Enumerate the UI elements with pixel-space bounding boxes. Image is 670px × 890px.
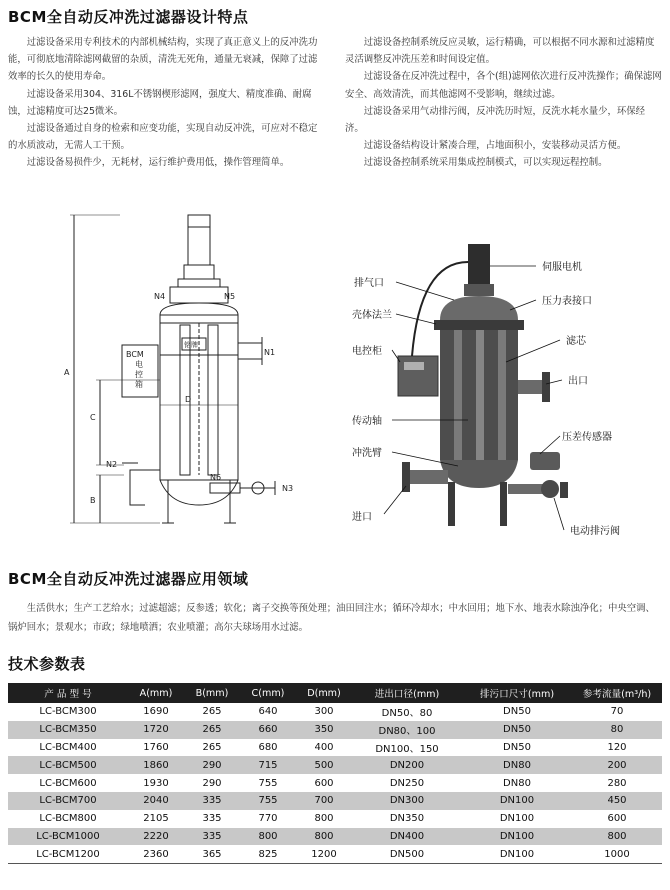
flush-arm-label: 冲洗臂 — [352, 448, 382, 459]
cell-d: 300 — [296, 703, 352, 721]
table-header-row — [8, 683, 662, 703]
cell-inlet-outlet: DN400 — [352, 828, 462, 846]
table-row — [8, 828, 662, 846]
feature-paragraph: 过滤设备采用专利技术的内部机械结构，实现了真正意义上的反冲洗功能，可彻底地清除滤网截留的杂质，清洗无死角，通量无衰减，保障了过滤效率的长久的使用寿命。 — [8, 37, 318, 83]
feature-paragraph: 过滤设备通过自身的检索和应变功能，实现自动反冲洗，可应对不稳定的水质波动，无需人工干预。 — [8, 123, 318, 152]
cell-a: 1690 — [128, 703, 184, 721]
cell-a: 1720 — [128, 721, 184, 739]
table-row — [8, 739, 662, 757]
cell-d: 700 — [296, 792, 352, 810]
cell-a: 2040 — [128, 792, 184, 810]
cell-b: 335 — [184, 810, 240, 828]
cell-drain: DN50 — [462, 721, 572, 739]
cell-model: LC-BCM700 — [8, 792, 128, 810]
table-row — [8, 703, 662, 721]
cell-c: 640 — [240, 703, 296, 721]
dim-c-label: C — [90, 413, 96, 422]
header-inlet-outlet: 进出口径(mm) — [352, 683, 462, 703]
cell-drain: DN50 — [462, 739, 572, 757]
cell-model: LC-BCM500 — [8, 756, 128, 774]
n4-label: N4 — [154, 292, 166, 301]
cell-b: 335 — [184, 792, 240, 810]
drive-shaft-label: 传动轴 — [352, 416, 382, 427]
cell-b: 290 — [184, 774, 240, 792]
drain-valve-label: 电动排污阀 — [570, 526, 620, 537]
header-model: 产 品 型 号 — [8, 683, 128, 703]
cell-flow: 70 — [572, 703, 662, 721]
cell-inlet-outlet: DN250 — [352, 774, 462, 792]
header-b: B(mm) — [184, 683, 240, 703]
cell-a: 2105 — [128, 810, 184, 828]
cell-drain: DN80 — [462, 774, 572, 792]
control-box-line-2: 电 — [135, 360, 143, 369]
cell-inlet-outlet: DN80、100 — [352, 721, 462, 739]
n6-label: N6 — [210, 473, 222, 482]
cell-c: 770 — [240, 810, 296, 828]
header-drain-size: 排污口尺寸(mm) — [462, 683, 572, 703]
cell-flow: 120 — [572, 739, 662, 757]
design-features-title: BCM全自动反冲洗过滤器设计特点 — [8, 8, 249, 26]
cell-a: 1760 — [128, 739, 184, 757]
cell-c: 825 — [240, 845, 296, 863]
control-cabinet-label: 电控柜 — [352, 346, 382, 357]
cell-inlet-outlet: DN500 — [352, 845, 462, 863]
table-row — [8, 774, 662, 792]
vent-label: 排气口 — [354, 278, 384, 289]
design-features-left-column — [8, 34, 324, 172]
cell-d: 800 — [296, 828, 352, 846]
cell-drain: DN100 — [462, 810, 572, 828]
feature-paragraph: 过滤设备易损件少，无耗材，运行维护费用低，操作管理简单。 — [26, 157, 290, 169]
nameplate-label: 铭牌 — [184, 341, 198, 349]
cell-flow: 80 — [572, 721, 662, 739]
inlet-label: 进口 — [352, 512, 372, 523]
applications-title: BCM全自动反冲洗过滤器应用领域 — [8, 570, 249, 588]
cell-inlet-outlet: DN100、150 — [352, 739, 462, 757]
cell-b: 265 — [184, 721, 240, 739]
dim-d-label: D — [185, 395, 192, 404]
n2-label: N2 — [106, 460, 118, 469]
cell-model: LC-BCM1200 — [8, 845, 128, 863]
cell-d: 500 — [296, 756, 352, 774]
cell-c: 755 — [240, 792, 296, 810]
cell-d: 350 — [296, 721, 352, 739]
cell-c: 660 — [240, 721, 296, 739]
cell-inlet-outlet: DN200 — [352, 756, 462, 774]
feature-paragraph: 过滤设备结构设计紧凑合理，占地面积小，安装移动灵活方便。 — [363, 140, 627, 152]
design-features-right-column — [345, 34, 663, 172]
control-box-line-1: BCM — [126, 350, 144, 359]
header-d: D(mm) — [296, 683, 352, 703]
shell-flange-label: 壳体法兰 — [352, 310, 392, 321]
table-row — [8, 756, 662, 774]
feature-paragraph: 过滤设备采用304、316L不锈钢楔形滤网，强度大、精度准确、耐腐蚀，过滤精度可达25微米。 — [8, 88, 312, 117]
cell-a: 2220 — [128, 828, 184, 846]
cell-c: 755 — [240, 774, 296, 792]
cell-model: LC-BCM300 — [8, 703, 128, 721]
cell-b: 290 — [184, 756, 240, 774]
servo-motor-label: 伺服电机 — [542, 262, 582, 273]
control-box-line-3: 控 — [135, 370, 143, 379]
header-c: C(mm) — [240, 683, 296, 703]
n5-label: N5 — [224, 292, 236, 301]
feature-paragraph: 过滤设备控制系统采用集成控制模式，可以实现远程控制。 — [363, 157, 608, 169]
cell-flow: 1000 — [572, 845, 662, 863]
feature-paragraph: 过滤设备在反冲洗过程中，各个(组)滤网依次进行反冲洗操作；确保滤网安全、高效清洗，而其他滤网不受影响，继续过滤。 — [345, 71, 662, 100]
cell-flow: 200 — [572, 756, 662, 774]
cell-flow: 600 — [572, 810, 662, 828]
feature-paragraph: 过滤设备控制系统反应灵敏，运行精确，可以根据不同水源和过滤精度灵活调整反冲洗压差和时间设定值。 — [345, 37, 655, 66]
spec-table — [8, 683, 662, 864]
cell-drain: DN100 — [462, 828, 572, 846]
cell-a: 1860 — [128, 756, 184, 774]
spec-table-title: 技术参数表 — [8, 655, 86, 673]
cell-flow: 800 — [572, 828, 662, 846]
header-flow: 参考流量(m³/h) — [572, 683, 662, 703]
table-row — [8, 810, 662, 828]
cell-drain: DN50 — [462, 703, 572, 721]
cell-d: 800 — [296, 810, 352, 828]
cell-inlet-outlet: DN300 — [352, 792, 462, 810]
cell-flow: 280 — [572, 774, 662, 792]
table-row — [8, 845, 662, 863]
feature-paragraph: 过滤设备采用气动排污阀，反冲洗历时短，反洗水耗水量少，环保经济。 — [345, 105, 646, 135]
outlet-label: 出口 — [568, 376, 588, 387]
dim-b-label: B — [90, 496, 96, 505]
applications-text: 生活供水；生产工艺给水；过滤超滤；反参透；软化；离子交换等预处理；油田回注水；循环冷却水；中水回用；地下水、地表水除浊净化；中央空调、锅炉回水；景观水；市政；绿地喷洒；农业喷灌；高尔夫球场用水过滤。 — [8, 603, 655, 633]
cell-c: 800 — [240, 828, 296, 846]
filter-element-label: 滤芯 — [566, 336, 586, 347]
cell-b: 265 — [184, 739, 240, 757]
cell-drain: DN100 — [462, 792, 572, 810]
cell-d: 600 — [296, 774, 352, 792]
control-box-line-4: 箱 — [135, 380, 143, 389]
cell-model: LC-BCM600 — [8, 774, 128, 792]
cell-a: 1930 — [128, 774, 184, 792]
cell-d: 1200 — [296, 845, 352, 863]
n3-label: N3 — [282, 484, 294, 493]
cell-d: 400 — [296, 739, 352, 757]
cell-model: LC-BCM400 — [8, 739, 128, 757]
cell-inlet-outlet: DN50、80 — [352, 703, 462, 721]
gauge-port-label: 压力表接口 — [542, 296, 592, 307]
cell-drain: DN80 — [462, 756, 572, 774]
cell-b: 265 — [184, 703, 240, 721]
dp-sensor-label: 压差传感器 — [562, 432, 612, 443]
table-row — [8, 721, 662, 739]
cell-inlet-outlet: DN350 — [352, 810, 462, 828]
header-a: A(mm) — [128, 683, 184, 703]
cell-drain: DN100 — [462, 845, 572, 863]
dim-a-label: A — [64, 368, 70, 377]
n1-label: N1 — [264, 348, 276, 357]
cell-model: LC-BCM1000 — [8, 828, 128, 846]
cell-b: 335 — [184, 828, 240, 846]
cell-c: 715 — [240, 756, 296, 774]
table-row — [8, 792, 662, 810]
cell-b: 365 — [184, 845, 240, 863]
cell-c: 680 — [240, 739, 296, 757]
cell-model: LC-BCM800 — [8, 810, 128, 828]
dimension-drawing — [60, 205, 320, 540]
cell-a: 2360 — [128, 845, 184, 863]
product-component-diagram — [350, 244, 665, 540]
cell-model: LC-BCM350 — [8, 721, 128, 739]
cell-flow: 450 — [572, 792, 662, 810]
